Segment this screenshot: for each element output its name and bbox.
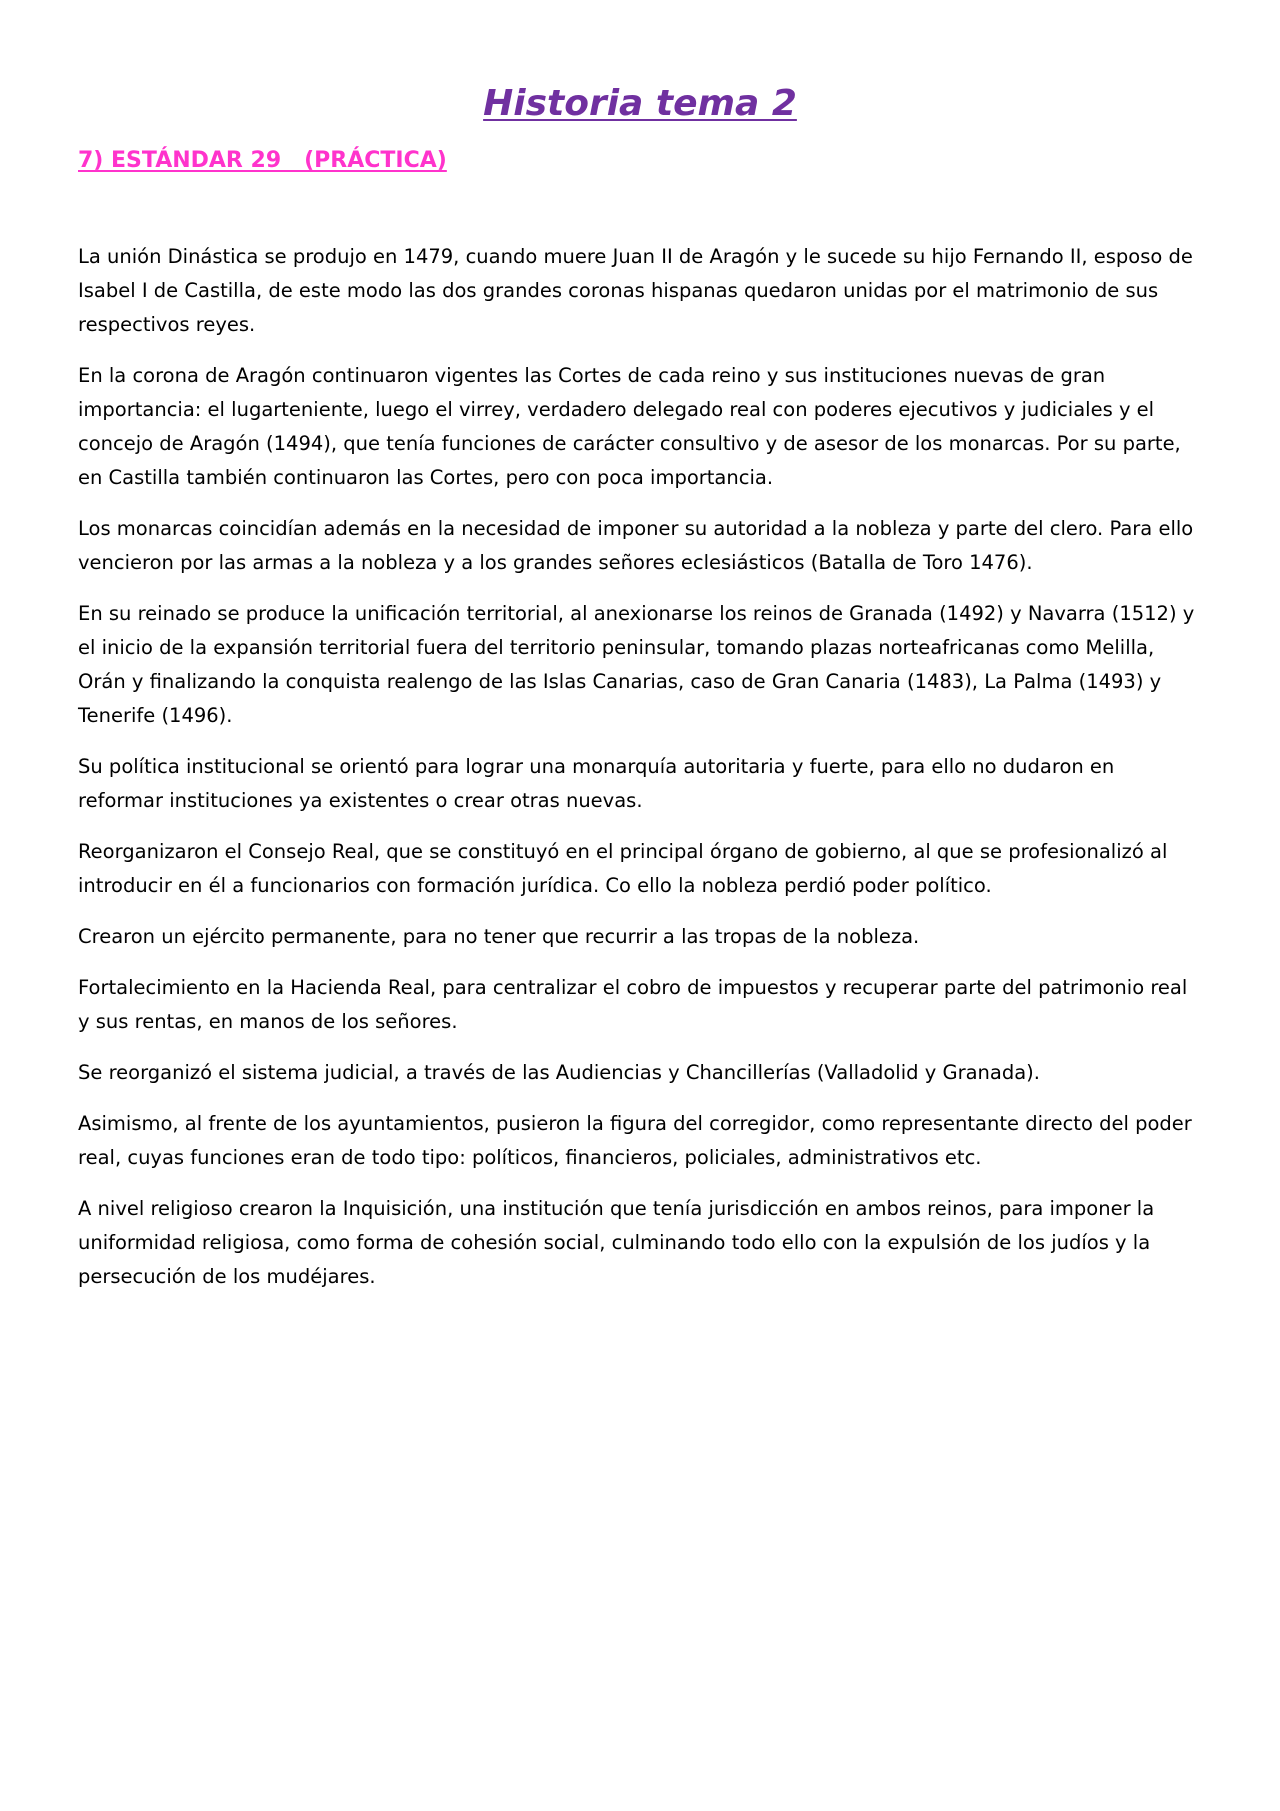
- paragraph-permanent-army: Crearon un ejército permanente, para no tener que recurrir a las tropas de la nobleza.: [78, 925, 920, 948]
- document-title: [78, 80, 1202, 128]
- paragraph-dynastic-union: La unión Dinástica se produjo en 1479, cuando muere Juan II de Aragón y le sucede su hijo Fernando II, esposo de Isabel I de Castilla, de este modo las dos grandes coronas hispanas quedaron unidas por el matrimonio de sus respectivos reyes.: [78, 245, 1193, 336]
- paragraph-royal-treasury: Fortalecimiento en la Hacienda Real, para centralizar el cobro de impuestos y recuperar parte del patrimonio real y sus rentas, en manos de los señores.: [78, 976, 1188, 1033]
- paragraph-aragon-institutions: En la corona de Aragón continuaron vigentes las Cortes de cada reino y sus instituciones nuevas de gran importancia: el lugarteniente, luego el virrey, verdadero delegado real con poderes ejecutivos y judiciales y el concejo de Aragón (1494), que tenía funciones de carácter consultivo y de asesor de los monarcas. Por su parte, en Castilla también continuaron las Cortes, pero con poca importancia.: [78, 364, 1181, 489]
- paragraph-monarch-authority: Los monarcas coincidían además en la necesidad de imponer su autoridad a la nobleza y parte del clero. Para ello vencieron por las armas a la nobleza y a los grandes señores eclesiásticos (Batalla de Toro 1476).: [78, 517, 1194, 574]
- document-body: [78, 240, 1204, 1294]
- document-title-text: Historia tema 2: [483, 83, 797, 124]
- paragraph-royal-council: Reorganizaron el Consejo Real, que se constituyó en el principal órgano de gobierno, al que se profesionalizó al introducir en él a funcionarios con formación jurídica. Co ello la nobleza perdió poder político.: [78, 840, 1168, 897]
- paragraph-territorial-unification: En su reinado se produce la unificación territorial, al anexionarse los reinos de Granada (1492) y Navarra (1512) y el inicio de la expansión territorial fuera del territorio peninsular, tomando plazas norteafricanas como Melilla, Orán y finalizando la conquista realengo de las Islas Canarias, caso de Gran Canaria (1483), La Palma (1493) y Tenerife (1496).: [78, 602, 1195, 727]
- paragraph-inquisition: A nivel religioso crearon la Inquisición, una institución que tenía jurisdicción en ambos reinos, para imponer la uniformidad religiosa, como forma de cohesión social, culminando todo ello con la expulsión de los judíos y la persecución de los mudéjares.: [78, 1197, 1155, 1288]
- paragraph-judicial-system: Se reorganizó el sistema judicial, a través de las Audiencias y Chancillerías (Valladolid y Granada).: [78, 1061, 1040, 1084]
- paragraph-corregidor: Asimismo, al frente de los ayuntamientos, pusieron la figura del corregidor, como representante directo del poder real, cuyas funciones eran de todo tipo: políticos, financieros, policiales, administrativos etc.: [78, 1112, 1192, 1169]
- section-heading-text: 7) ESTÁNDAR 29 (PRÁCTICA): [78, 148, 447, 173]
- paragraph-institutional-policy: Su política institucional se orientó para lograr una monarquía autoritaria y fuerte, para ello no dudaron en reformar instituciones ya existentes o crear otras nuevas.: [78, 755, 1115, 812]
- section-heading: [78, 146, 1202, 176]
